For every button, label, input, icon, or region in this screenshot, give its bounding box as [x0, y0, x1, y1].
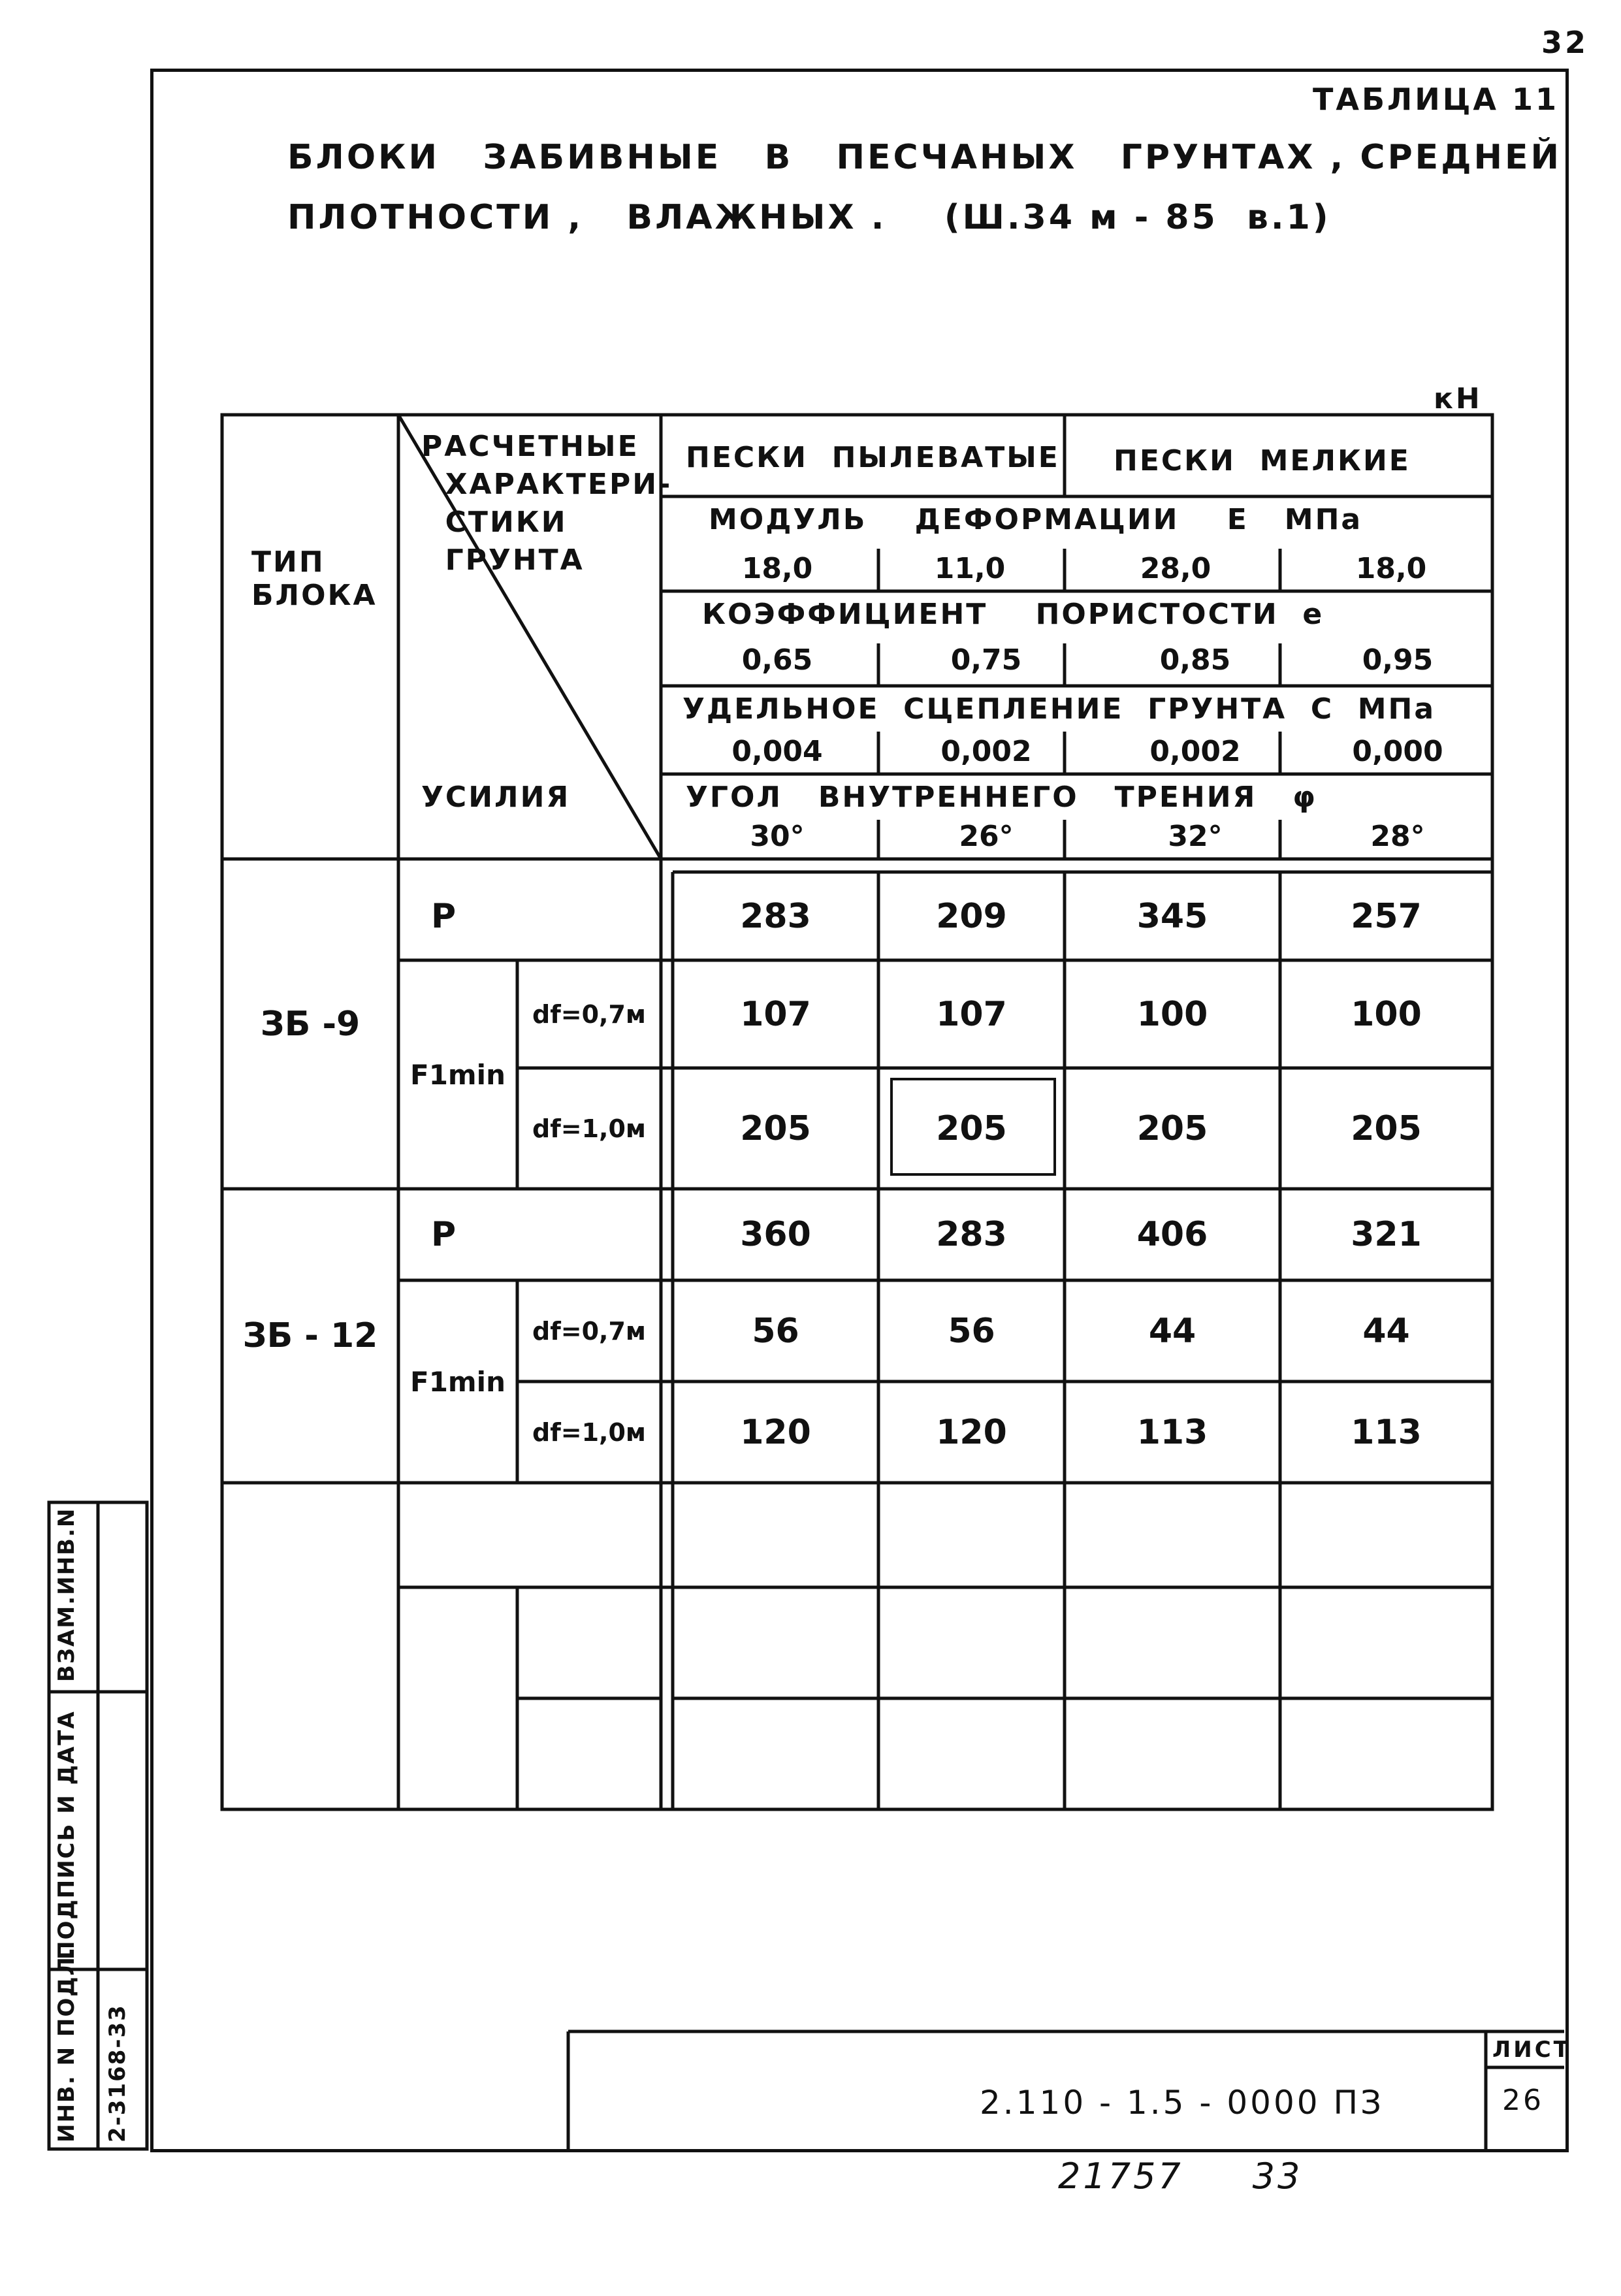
- param-2-value: 0,75: [950, 643, 1022, 677]
- table-cell: 257: [1351, 896, 1422, 936]
- df2-label-1: df=1,0м: [532, 1114, 646, 1143]
- p-label-1: Р: [431, 896, 457, 936]
- param-1-label: МОДУЛЬ ДЕФОРМАЦИИ Е МПа: [709, 503, 1363, 536]
- param-3-value: 0,000: [1352, 735, 1443, 768]
- title-line-1: БЛОКИ ЗАБИВНЫЕ В ПЕСЧАНЫХ ГРУНТАХ , СРЕДНЕЙ: [287, 138, 1562, 177]
- sheet-label: ЛИСТ: [1492, 2037, 1571, 2063]
- param-3-value: 0,004: [731, 735, 823, 768]
- header-forces: УСИЛИЯ: [421, 781, 571, 814]
- table-cell: 120: [740, 1412, 811, 1452]
- param-1-value: 18,0: [741, 552, 813, 585]
- param-3-value: 0,002: [1149, 735, 1241, 768]
- header-col-group-1: ПЕСКИ ПЫЛЕВАТЫЕ: [686, 441, 1060, 474]
- param-1-value: 28,0: [1140, 552, 1212, 585]
- param-4-value: 32°: [1168, 820, 1223, 853]
- table-cell: 283: [936, 1215, 1007, 1254]
- header-characteristics: РАСЧЕТНЫЕ ХАРАКТЕРИ- СТИКИ ГРУНТА: [421, 430, 673, 577]
- table-cell: 100: [1351, 994, 1422, 1034]
- table-cell: 107: [740, 994, 811, 1034]
- doc-code: 2.110 - 1.5 - 0000 ПЗ: [980, 2084, 1385, 2122]
- table-cell: 56: [752, 1311, 799, 1351]
- table-cell: 120: [936, 1412, 1007, 1452]
- table-cell: 100: [1136, 994, 1208, 1034]
- table-cell: 56: [948, 1311, 995, 1351]
- table-cell: 209: [936, 896, 1007, 936]
- header-col-group-2: ПЕСКИ МЕЛКИЕ: [1114, 444, 1411, 477]
- p-label-2: Р: [431, 1215, 457, 1254]
- table-cell: 44: [1148, 1311, 1196, 1351]
- df1-label-2: df=0,7м: [532, 1316, 646, 1346]
- param-2-label: КОЭФФИЦИЕНТ ПОРИСТОСТИ е: [702, 598, 1324, 631]
- block-type-2: ЗБ - 12: [242, 1316, 378, 1355]
- param-1-value: 18,0: [1355, 552, 1427, 585]
- table-cell: 345: [1136, 896, 1208, 936]
- bottom-numbers: 21757 33: [1058, 2156, 1303, 2197]
- header-block-type: ТИП БЛОКА: [251, 545, 377, 612]
- table-cell: 44: [1362, 1311, 1410, 1351]
- table-cell: 205: [936, 1108, 1007, 1148]
- param-4-value: 26°: [959, 820, 1014, 853]
- param-2-value: 0,95: [1362, 643, 1434, 677]
- title-line-2: ПЛОТНОСТИ , ВЛАЖНЫХ . (Ш.34 м - 85 в.1): [287, 198, 1331, 237]
- param-4-label: УГОЛ ВНУТРЕННЕГО ТРЕНИЯ φ: [686, 781, 1317, 814]
- table-cell: 406: [1136, 1215, 1208, 1254]
- table-cell: 205: [1136, 1108, 1208, 1148]
- unit-label: кН: [1434, 382, 1483, 415]
- f-label-2: F1min: [410, 1365, 506, 1398]
- sheet-number: 26: [1502, 2084, 1544, 2117]
- table-cell: 283: [740, 896, 811, 936]
- df1-label-1: df=0,7м: [532, 999, 646, 1029]
- stamp-vzam: ВЗАМ.ИНВ.N: [54, 1507, 80, 1682]
- param-4-value: 30°: [750, 820, 805, 853]
- table-cell: 113: [1351, 1412, 1422, 1452]
- param-1-value: 11,0: [934, 552, 1006, 585]
- table-cell: 113: [1136, 1412, 1208, 1452]
- table-cell: 205: [1351, 1108, 1422, 1148]
- param-4-value: 28°: [1370, 820, 1425, 853]
- table-cell: 360: [740, 1215, 811, 1254]
- stamp-inv-value: 2-3168-33: [104, 2004, 131, 2142]
- param-3-value: 0,002: [940, 735, 1032, 768]
- table-label: ТАБЛИЦА 11: [1313, 82, 1560, 117]
- block-type-1: ЗБ -9: [260, 1004, 361, 1044]
- param-2-value: 0,85: [1159, 643, 1231, 677]
- f-label-1: F1min: [410, 1058, 506, 1091]
- stamp-inv-podl: ИНВ. N ПОДЛ.: [54, 1946, 80, 2142]
- df2-label-2: df=1,0м: [532, 1417, 646, 1447]
- table-cell: 205: [740, 1108, 811, 1148]
- param-2-value: 0,65: [741, 643, 813, 677]
- page-number: 32: [1541, 25, 1589, 60]
- table-cell: 321: [1351, 1215, 1422, 1254]
- param-3-label: УДЕЛЬНОЕ СЦЕПЛЕНИЕ ГРУНТА С МПа: [682, 692, 1436, 726]
- table-cell: 107: [936, 994, 1007, 1034]
- stamp-sign-date: ПОДПИСЬ И ДАТА: [54, 1710, 80, 1960]
